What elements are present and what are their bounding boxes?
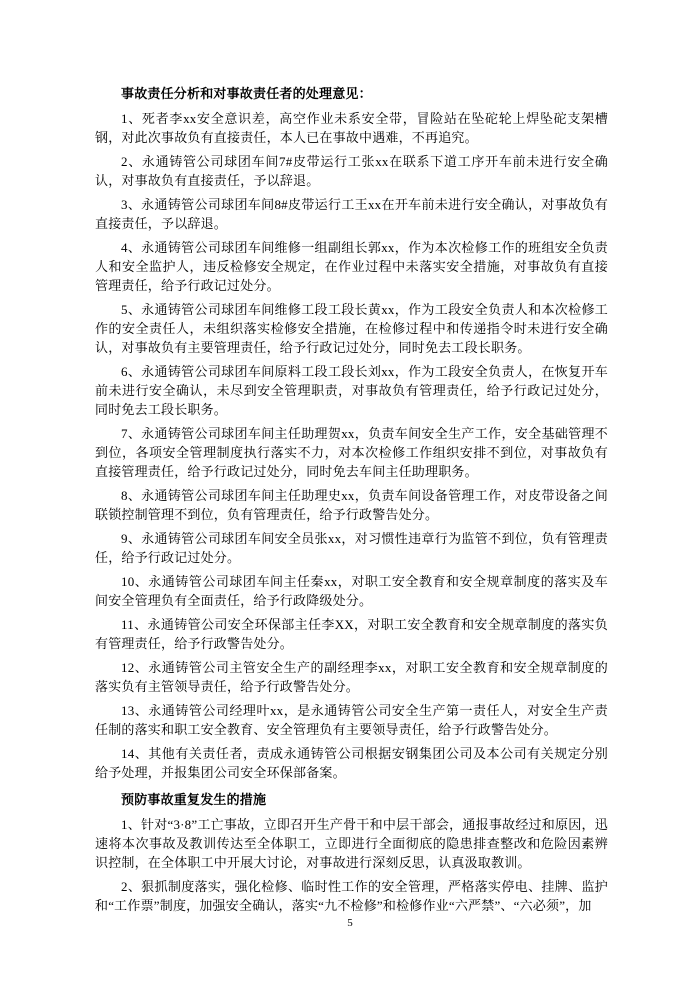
paragraph: 8、永通铸管公司球团车间主任助理史xx，负责车间设备管理工作，对皮带设备之间联锁控制管理不到位，负有管理责任，给予行政警告处分。 [95, 488, 608, 522]
paragraph: 5、永通铸管公司球团车间维修工段工段长黄xx，作为工段安全负责人和本次检修工作的安全责任人，未组织落实检修安全措施，在检修过程中和传递指令时未进行安全确认，对事故负有主要管理责任，给予行政记过处分，同时免去工段长职务。 [95, 302, 608, 355]
page-footer [0, 916, 700, 930]
section-heading-responsibility: 事故责任分析和对事故责任者的处理意见： [121, 86, 372, 101]
paragraph: 3、永通铸管公司球团车间8#皮带运行工王xx在开车前未进行安全确认，对事故负有直接责任，予以辞退。 [95, 197, 608, 231]
paragraph: 4、永通铸管公司球团车间维修一组副组长郭xx，作为本次检修工作的班组安全负责人和安全监护人，违反检修安全规定，在作业过程中未落实安全措施，对事故负有直接管理责任，给予行政记过处分。 [95, 240, 608, 293]
paragraph: 1、死者李xx安全意识差，高空作业未系安全带，冒险站在坠砣轮上焊坠砣支架槽钢，对此次事故负有直接责任，本人已在事故中遇难，不再追究。 [95, 111, 608, 145]
paragraph: 10、永通铸管公司球团车间主任秦xx，对职工安全教育和安全规章制度的落实及车间安全管理负有全面责任，给予行政降级处分。 [95, 574, 608, 608]
document-body [95, 84, 608, 920]
paragraph: 2、狠抓制度落实，强化检修、临时性工作的安全管理，严格落实停电、挂牌、监护和“工作票”制度，加强安全确认，落实“九不检修”和检修作业“六严禁”、“六必须”，加 [95, 879, 608, 913]
paragraph: 7、永通铸管公司球团车间主任助理贺xx，负责车间安全生产工作，安全基础管理不到位，各项安全管理制度执行落实不力，对本次检修工作组织安排不到位，对事故负有直接管理责任，给予行政记过处分，同时免去车间主任助理职务。 [95, 426, 608, 479]
page-number: 5 [347, 917, 353, 929]
paragraph: 1、针对“3·8”工亡事故，立即召开生产骨干和中层干部会，通报事故经过和原因，迅速将本次事故及教训传达至全体职工，立即进行全面彻底的隐患排查整改和危险因素辨识控制，在全体职工中开展大讨论，对事故进行深刻反思，认真汲取教训。 [95, 817, 608, 870]
section-heading-prevention: 预防事故重复发生的措施 [121, 792, 267, 807]
paragraph: 14、其他有关责任者，责成永通铸管公司根据安钢集团公司及本公司有关规定分别给予处理，并报集团公司安全环保部备案。 [95, 746, 608, 780]
paragraph: 13、永通铸管公司经理叶xx，是永通铸管公司安全生产第一责任人，对安全生产责任制的落实和职工安全教育、安全管理负有主要领导责任，给予行政警告处分。 [95, 703, 608, 737]
paragraph: 9、永通铸管公司球团车间安全员张xx，对习惯性违章行为监管不到位，负有管理责任，给予行政记过处分。 [95, 531, 608, 565]
paragraph: 12、永通铸管公司主管安全生产的副经理李xx，对职工安全教育和安全规章制度的落实负有主管领导责任，给予行政警告处分。 [95, 660, 608, 694]
paragraph: 11、永通铸管公司安全环保部主任李XX，对职工安全教育和安全规章制度的落实负有管理责任，给予行政警告处分。 [95, 617, 608, 651]
paragraph: 2、永通铸管公司球团车间7#皮带运行工张xx在联系下道工序开车前未进行安全确认，对事故负有直接责任，予以辞退。 [95, 154, 608, 188]
paragraph: 6、永通铸管公司球团车间原料工段工段长刘xx，作为工段安全负责人，在恢复开车前未进行安全确认，未尽到安全管理职责，对事故负有管理责任，给予行政记过处分，同时免去工段长职务。 [95, 364, 608, 417]
